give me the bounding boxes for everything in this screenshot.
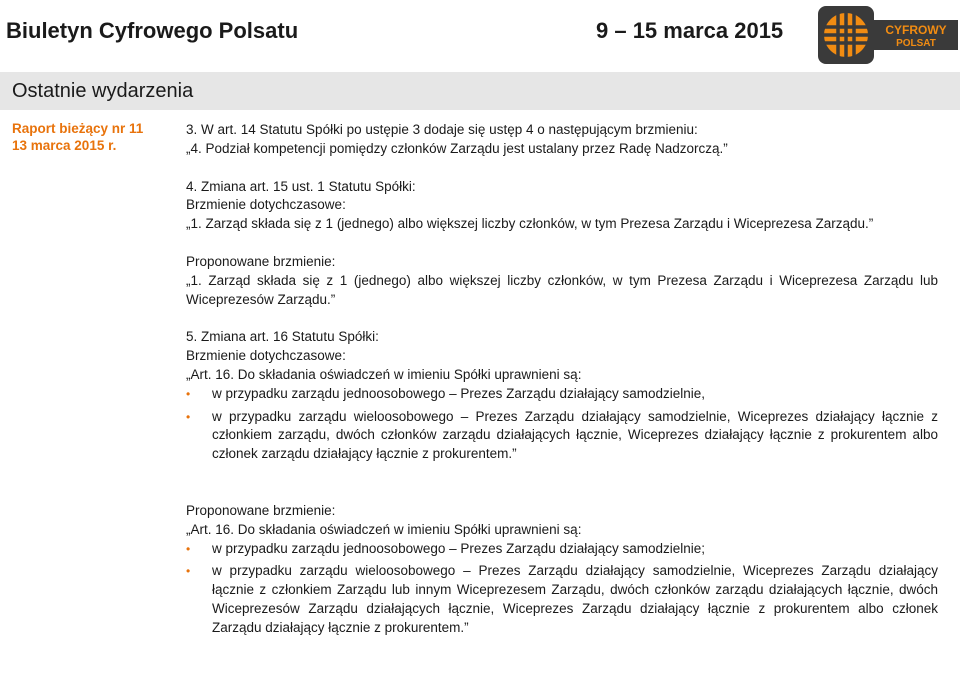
paragraph: Proponowane brzmienie: xyxy=(186,502,336,518)
paragraph: „4. Podział kompetencji pomiędzy członków Zarządu jest ustalany przez Radę Nadzorczą.” xyxy=(186,140,728,156)
paragraph: Brzmienie dotychczasowe: xyxy=(186,348,346,364)
report-number: Raport bieżący nr 11 xyxy=(12,121,144,136)
list-item: • w przypadku zarządu jednoosobowego – Prezes Zarządu działający samodzielnie; xyxy=(186,540,938,559)
report-date: 13 marca 2015 r. xyxy=(12,138,117,153)
paragraph: 4. Zmiana art. 15 ust. 1 Statutu Spółki: xyxy=(186,178,416,194)
paragraph: Brzmienie dotychczasowe: xyxy=(186,197,346,213)
svg-text:CYFROWY: CYFROWY xyxy=(885,23,947,37)
report-reference xyxy=(12,120,172,154)
list-item: • w przypadku zarządu wieloosobowego – Prezes Zarządu działający samodzielnie, Wiceprezes Zarządu działający łącznie z członkiem Zarządu lub innym Wiceprezesem Zarządu, dwóch członków zarządu działających łącznie, dwóch Wiceprezesów Zarządu działających łącznie, Wiceprezes Zarządu działający łącznie z prokurentem albo członek Zarządu działający łącznie z prokurentem.” xyxy=(186,563,938,635)
list-item: • w przypadku zarządu wieloosobowego – Prezes Zarządu działający samodzielnie, Wiceprezes działający łącznie z członkiem zarządu, dwóch członków zarządu działających łącznie, Wiceprezes działający łącznie z prokurentem albo członek zarządu działający łącznie z prokurentem.” xyxy=(186,408,938,462)
paragraph: 5. Zmiana art. 16 Statutu Spółki: xyxy=(186,329,379,345)
paragraph: „Art. 16. Do składania oświadczeń w imieniu Spółki uprawnieni są: xyxy=(186,521,582,537)
document-body xyxy=(186,121,938,638)
bullet-icon: • xyxy=(186,564,191,579)
paragraph: Proponowane brzmienie: xyxy=(186,253,336,269)
cyfrowy-polsat-logo xyxy=(818,6,958,64)
paragraph: „1. Zarząd składa się z 1 (jednego) albo większej liczby członków, w tym Prezesa Zarządu i Wiceprezesa Zarządu lub Wiceprezesów Zarządu.” xyxy=(186,272,938,307)
header xyxy=(0,0,960,68)
paragraph: „1. Zarząd składa się z 1 (jednego) albo większej liczby członków, w tym Prezesa Zarządu i Wiceprezesa Zarządu.” xyxy=(186,216,874,232)
paragraph: „Art. 16. Do składania oświadczeń w imieniu Spółki uprawnieni są: xyxy=(186,366,582,382)
bullet-icon: • xyxy=(186,409,191,424)
bullet-icon: • xyxy=(186,541,191,556)
list-item: • w przypadku zarządu jednoosobowego – Prezes Zarządu działający samodzielnie, xyxy=(186,385,938,404)
bulletin-title: Biuletyn Cyfrowego Polsatu xyxy=(6,18,299,43)
bulletin-date: 9 – 15 marca 2015 xyxy=(596,18,784,43)
paragraph: 3. W art. 14 Statutu Spółki po ustępie 3 dodaje się ustęp 4 o następującym brzmieniu: xyxy=(186,122,698,137)
bullet-icon: • xyxy=(186,386,191,401)
section-title: Ostatnie wydarzenia xyxy=(12,80,194,102)
svg-text:POLSAT: POLSAT xyxy=(896,38,936,49)
